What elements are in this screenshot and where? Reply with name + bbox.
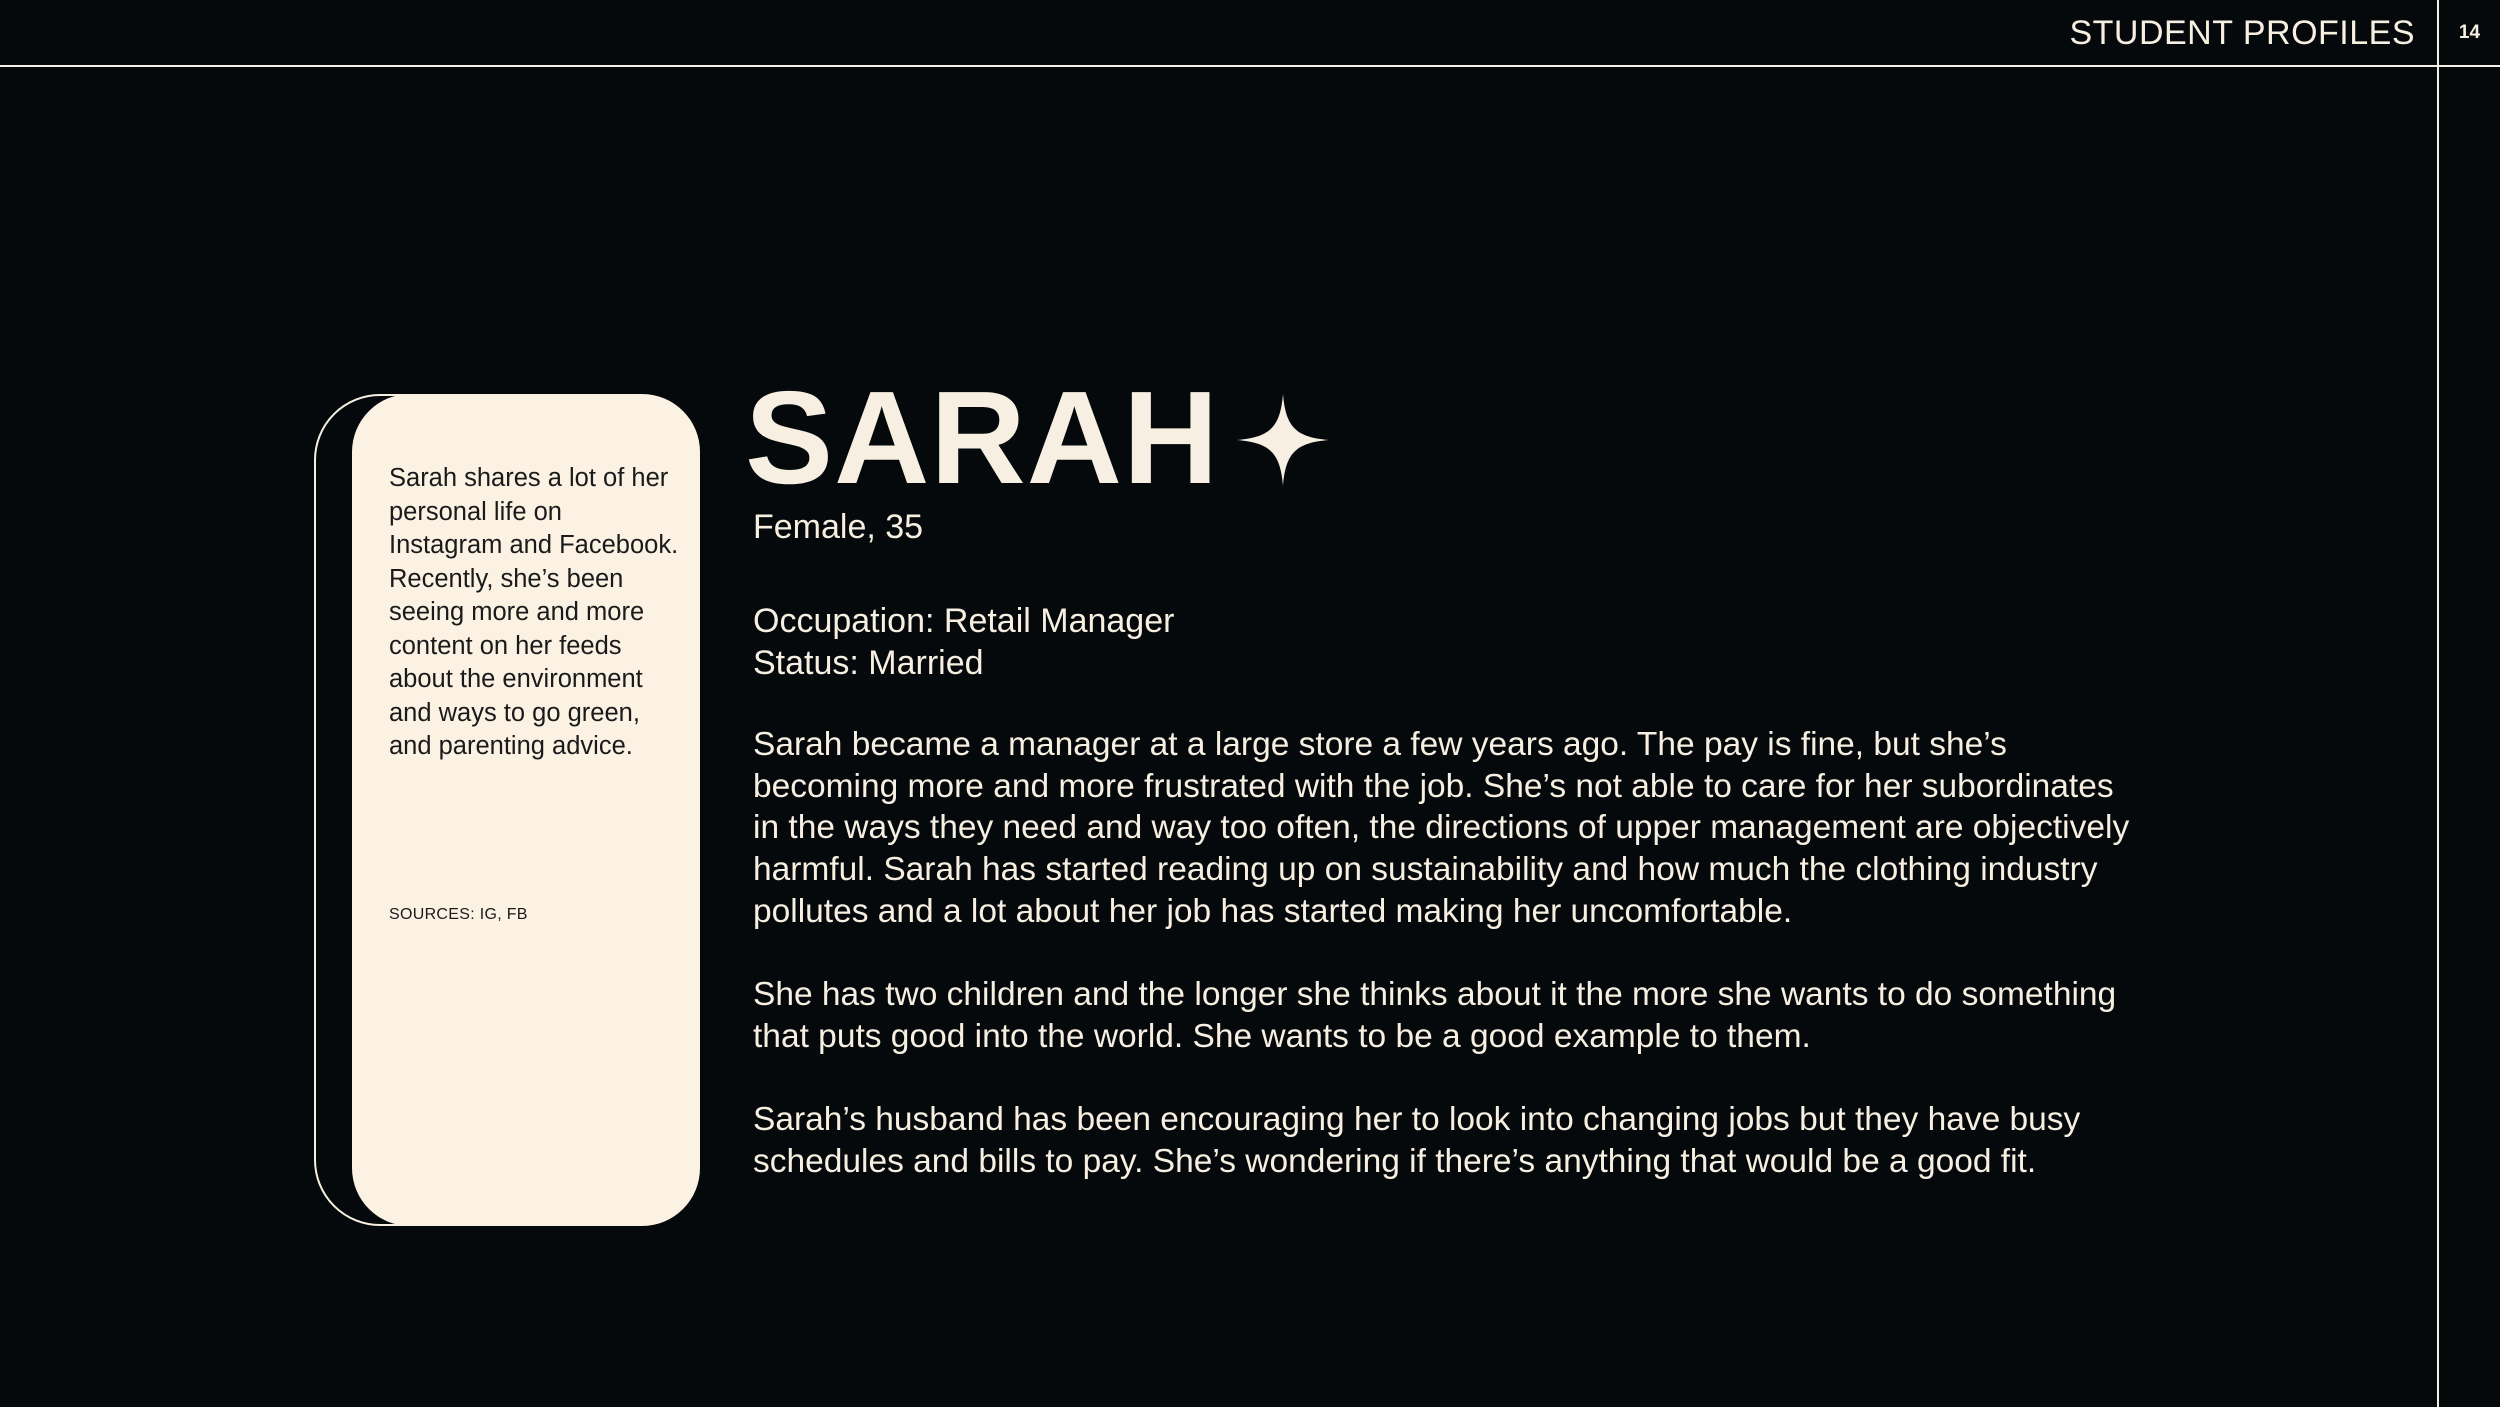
four-point-sparkle-icon (1237, 394, 1329, 486)
profile-occupation: Occupation: Retail Manager (753, 602, 1175, 640)
bio-paragraph: Sarah became a manager at a large store a few years ago. The pay is fine, but she’s becoming more and more frustrated with the job. She’s not able to care for her subordinates in the ways they need and way too often, the directions of upper management are objectively harmful. Sarah has started reading up on sustainability and how much the clothing industry pollutes and a lot about her job has started making her uncomfortable. (753, 726, 2130, 930)
profile-name-row (745, 364, 1329, 511)
profile-demographics: Female, 35 (753, 508, 924, 546)
profile-details (753, 600, 1174, 684)
profile-name: SARAH (745, 364, 1220, 511)
bio-paragraph: She has two children and the longer she thinks about it the more she wants to do something that puts good into the world. She wants to be a good example to them. (753, 976, 2117, 1055)
page-number: 14 (2458, 22, 2481, 43)
profile-status: Status: Married (753, 644, 984, 682)
bio-paragraph: Sarah’s husband has been encouraging her to look into changing jobs but they have busy schedules and bills to pay. She’s wondering if there’s anything that would be a good fit. (753, 1101, 2081, 1180)
social-media-card (352, 394, 700, 1226)
page-number-divider (2437, 0, 2439, 1407)
card-sources: SOURCES: IG, FB (389, 906, 528, 923)
profile-bio (753, 724, 2143, 1224)
section-title: STUDENT PROFILES (2069, 14, 2415, 52)
header-divider (0, 65, 2500, 67)
card-description: Sarah shares a lot of her personal life on Instagram and Facebook. Recently, she’s been seeing more and more content on her feeds about the environment and ways to go green, and parenting advice. (389, 464, 679, 760)
